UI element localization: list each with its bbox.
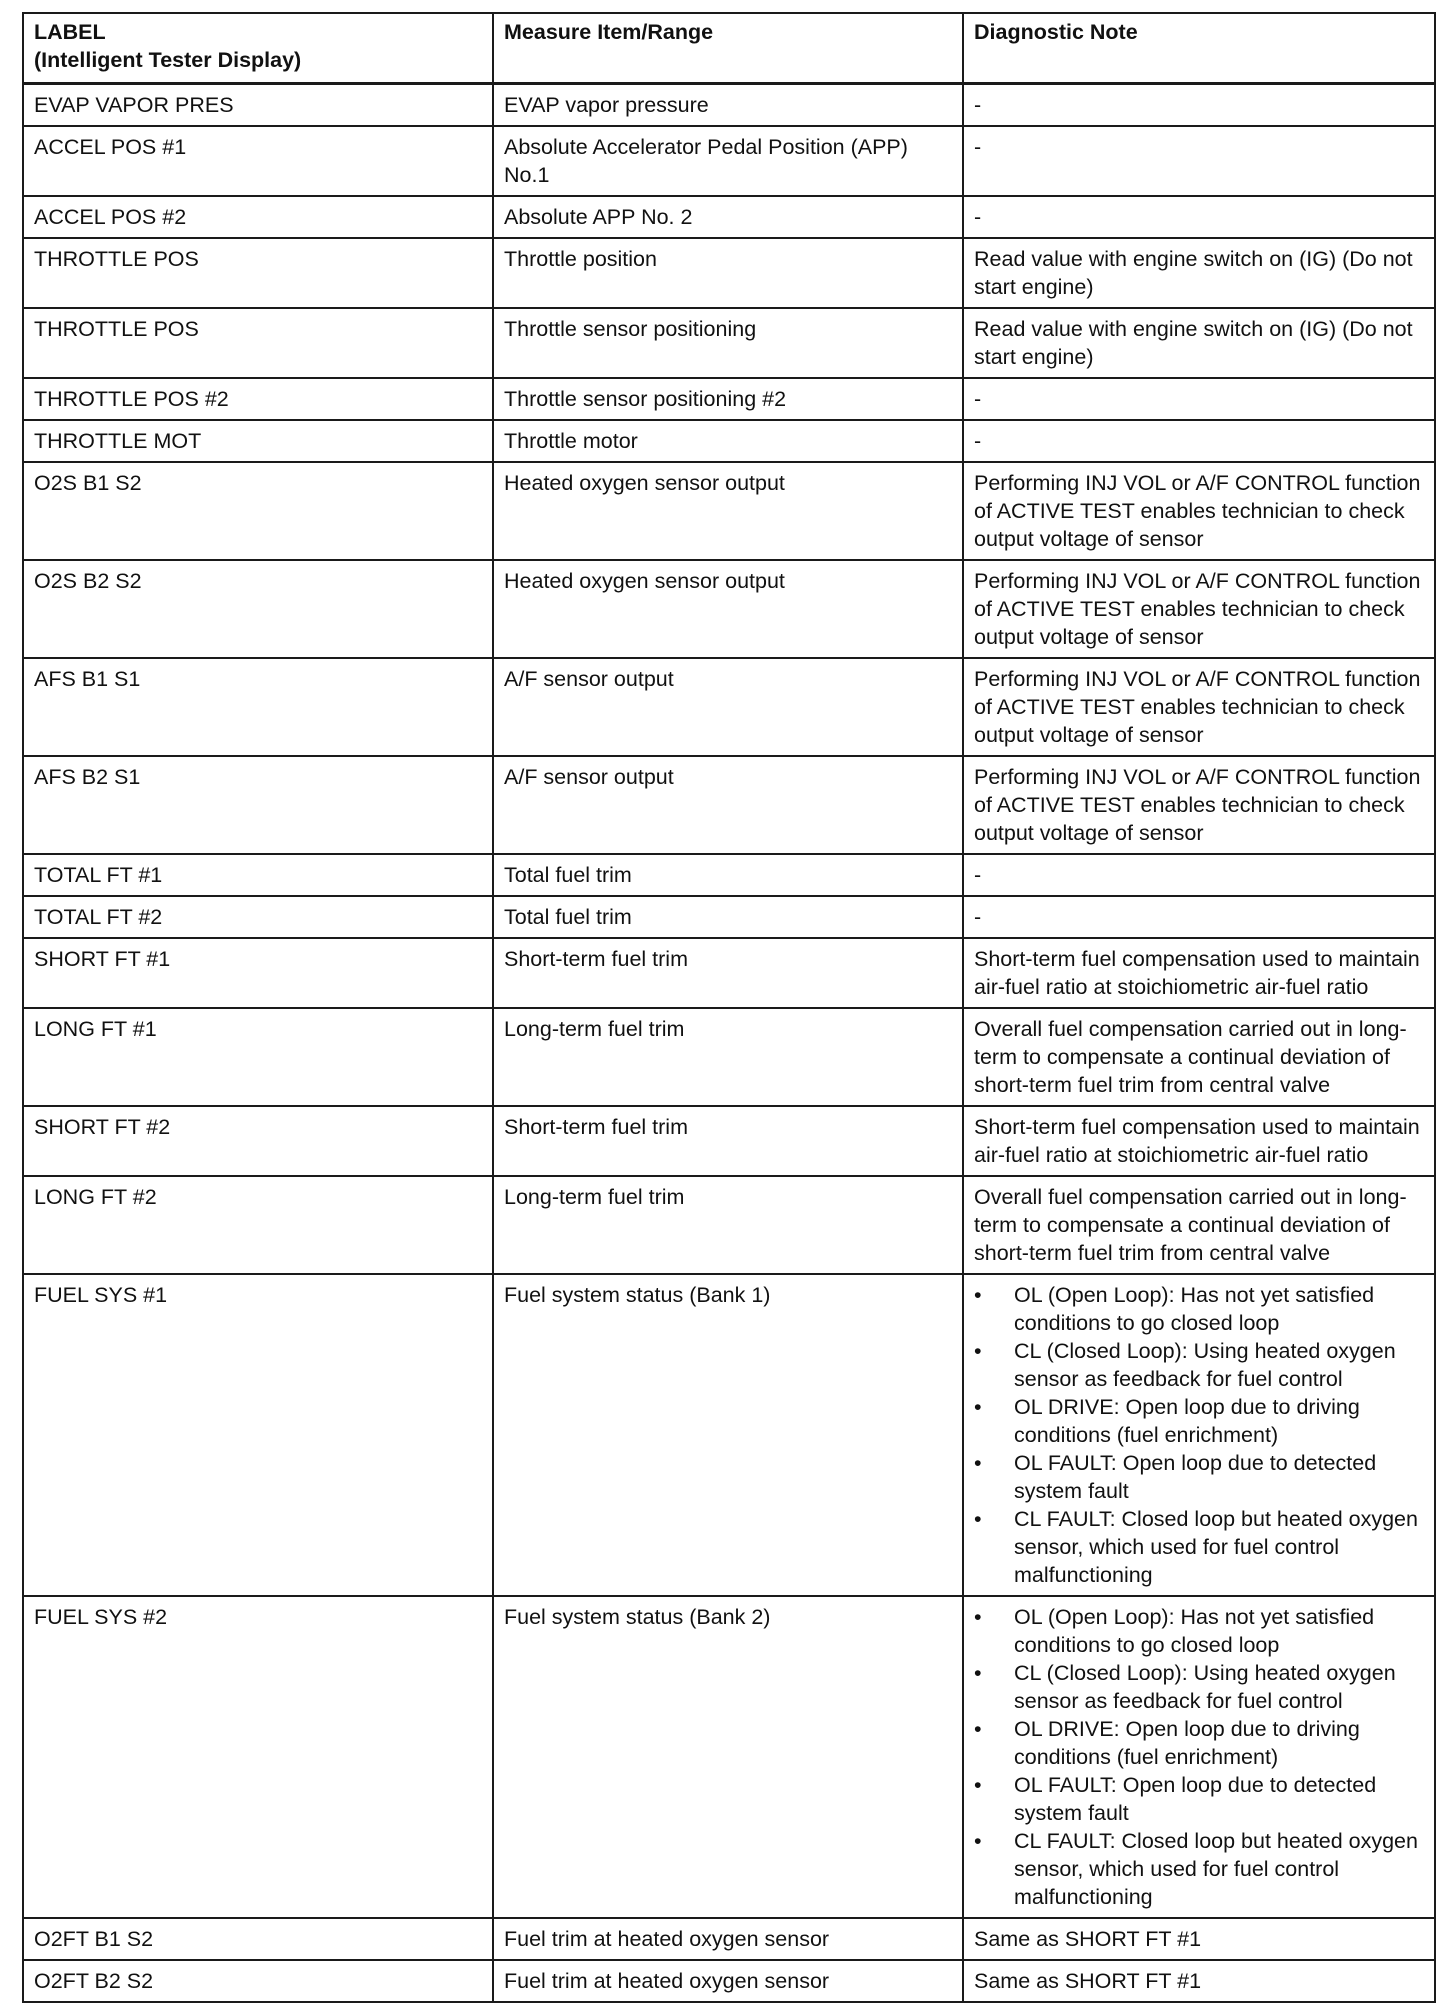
cell-label: THROTTLE POS <box>23 308 493 378</box>
note-bullet-item: • OL DRIVE: Open loop due to driving conditions (fuel enrichment) <box>974 1393 1424 1449</box>
cell-measure: Throttle motor <box>493 420 963 462</box>
table-row <box>23 896 1435 938</box>
table-row <box>23 1106 1435 1176</box>
note-bullet-list <box>974 1281 1424 1589</box>
cell-note: - <box>963 84 1435 127</box>
cell-note: Same as SHORT FT #1 <box>963 1918 1435 1960</box>
cell-label: AFS B1 S1 <box>23 658 493 756</box>
cell-note: - <box>963 126 1435 196</box>
cell-note: - <box>963 196 1435 238</box>
cell-measure: Short-term fuel trim <box>493 938 963 1008</box>
cell-measure: A/F sensor output <box>493 658 963 756</box>
cell-note: Overall fuel compensation carried out in long-term to compensate a continual deviation of short-term fuel trim from central valve <box>963 1176 1435 1274</box>
cell-measure: Absolute Accelerator Pedal Position (APP) No.1 <box>493 126 963 196</box>
cell-label: ACCEL POS #2 <box>23 196 493 238</box>
note-bullet-item: • CL FAULT: Closed loop but heated oxygen sensor, which used for fuel control malfunctioning <box>974 1505 1424 1589</box>
cell-measure: Absolute APP No. 2 <box>493 196 963 238</box>
document-page <box>22 12 1434 2003</box>
header-row <box>23 13 1435 84</box>
cell-note: Performing INJ VOL or A/F CONTROL function of ACTIVE TEST enables technician to check output voltage of sensor <box>963 462 1435 560</box>
cell-measure: Fuel trim at heated oxygen sensor <box>493 1918 963 1960</box>
header-measure: Measure Item/Range <box>493 13 963 84</box>
cell-label: THROTTLE MOT <box>23 420 493 462</box>
note-bullet-item: • OL FAULT: Open loop due to detected system fault <box>974 1771 1424 1827</box>
table-body <box>23 84 1435 2003</box>
cell-measure: Throttle position <box>493 238 963 308</box>
cell-measure: Fuel system status (Bank 1) <box>493 1274 963 1596</box>
table-header <box>23 13 1435 84</box>
cell-measure: Total fuel trim <box>493 896 963 938</box>
cell-label: TOTAL FT #1 <box>23 854 493 896</box>
cell-note: Performing INJ VOL or A/F CONTROL function of ACTIVE TEST enables technician to check output voltage of sensor <box>963 658 1435 756</box>
header-note: Diagnostic Note <box>963 13 1435 84</box>
cell-label: SHORT FT #1 <box>23 938 493 1008</box>
note-bullet-item: • CL (Closed Loop): Using heated oxygen sensor as feedback for fuel control <box>974 1337 1424 1393</box>
table-row <box>23 1008 1435 1106</box>
note-bullet-item: • CL FAULT: Closed loop but heated oxygen sensor, which used for fuel control malfunctioning <box>974 1827 1424 1911</box>
cell-label: LONG FT #2 <box>23 1176 493 1274</box>
cell-measure: Heated oxygen sensor output <box>493 462 963 560</box>
cell-note: - <box>963 378 1435 420</box>
table-row <box>23 1960 1435 2002</box>
cell-measure: Total fuel trim <box>493 854 963 896</box>
table-row <box>23 1596 1435 1918</box>
diagnostic-data-table <box>22 12 1436 2003</box>
table-row <box>23 1274 1435 1596</box>
cell-measure: Fuel system status (Bank 2) <box>493 1596 963 1918</box>
cell-label: AFS B2 S1 <box>23 756 493 854</box>
cell-label: FUEL SYS #1 <box>23 1274 493 1596</box>
cell-label: THROTTLE POS <box>23 238 493 308</box>
note-bullet-item: • CL (Closed Loop): Using heated oxygen sensor as feedback for fuel control <box>974 1659 1424 1715</box>
cell-note: Short-term fuel compensation used to maintain air-fuel ratio at stoichiometric air-fuel ratio <box>963 938 1435 1008</box>
cell-note: Overall fuel compensation carried out in long-term to compensate a continual deviation of short-term fuel trim from central valve <box>963 1008 1435 1106</box>
cell-note: - <box>963 896 1435 938</box>
cell-note: Read value with engine switch on (IG) (Do not start engine) <box>963 238 1435 308</box>
cell-label: O2S B2 S2 <box>23 560 493 658</box>
cell-measure: Long-term fuel trim <box>493 1008 963 1106</box>
cell-measure: Throttle sensor positioning #2 <box>493 378 963 420</box>
table-row <box>23 462 1435 560</box>
table-row <box>23 854 1435 896</box>
note-bullet-item: • OL DRIVE: Open loop due to driving conditions (fuel enrichment) <box>974 1715 1424 1771</box>
cell-label: ACCEL POS #1 <box>23 126 493 196</box>
table-row <box>23 756 1435 854</box>
cell-note: Read value with engine switch on (IG) (Do not start engine) <box>963 308 1435 378</box>
cell-label: SHORT FT #2 <box>23 1106 493 1176</box>
cell-label: EVAP VAPOR PRES <box>23 84 493 127</box>
table-row <box>23 420 1435 462</box>
cell-note <box>963 1274 1435 1596</box>
cell-note: - <box>963 854 1435 896</box>
table-row <box>23 126 1435 196</box>
note-bullet-item: • OL (Open Loop): Has not yet satisfied conditions to go closed loop <box>974 1281 1424 1337</box>
header-label-line2: (Intelligent Tester Display) <box>34 48 302 72</box>
cell-label: FUEL SYS #2 <box>23 1596 493 1918</box>
cell-label: LONG FT #1 <box>23 1008 493 1106</box>
table-row <box>23 560 1435 658</box>
cell-label: TOTAL FT #2 <box>23 896 493 938</box>
note-bullet-item: • OL FAULT: Open loop due to detected system fault <box>974 1449 1424 1505</box>
header-label-line1: LABEL <box>34 20 106 44</box>
table-row <box>23 1176 1435 1274</box>
table-row <box>23 1918 1435 1960</box>
table-row <box>23 196 1435 238</box>
cell-measure: Fuel trim at heated oxygen sensor <box>493 1960 963 2002</box>
cell-note: Short-term fuel compensation used to maintain air-fuel ratio at stoichiometric air-fuel ratio <box>963 1106 1435 1176</box>
cell-measure: Short-term fuel trim <box>493 1106 963 1176</box>
cell-note: Performing INJ VOL or A/F CONTROL function of ACTIVE TEST enables technician to check output voltage of sensor <box>963 756 1435 854</box>
cell-note: Same as SHORT FT #1 <box>963 1960 1435 2002</box>
header-label <box>23 13 493 84</box>
note-bullet-list <box>974 1603 1424 1911</box>
cell-note: Performing INJ VOL or A/F CONTROL function of ACTIVE TEST enables technician to check output voltage of sensor <box>963 560 1435 658</box>
cell-label: O2FT B1 S2 <box>23 1918 493 1960</box>
cell-measure: A/F sensor output <box>493 756 963 854</box>
table-row <box>23 308 1435 378</box>
cell-label: THROTTLE POS #2 <box>23 378 493 420</box>
note-bullet-item: • OL (Open Loop): Has not yet satisfied conditions to go closed loop <box>974 1603 1424 1659</box>
table-row <box>23 238 1435 308</box>
cell-measure: Long-term fuel trim <box>493 1176 963 1274</box>
cell-measure: Throttle sensor positioning <box>493 308 963 378</box>
table-row <box>23 938 1435 1008</box>
cell-label: O2FT B2 S2 <box>23 1960 493 2002</box>
cell-label: O2S B1 S2 <box>23 462 493 560</box>
table-row <box>23 84 1435 127</box>
cell-measure: EVAP vapor pressure <box>493 84 963 127</box>
table-row <box>23 658 1435 756</box>
table-row <box>23 378 1435 420</box>
cell-note <box>963 1596 1435 1918</box>
cell-measure: Heated oxygen sensor output <box>493 560 963 658</box>
cell-note: - <box>963 420 1435 462</box>
